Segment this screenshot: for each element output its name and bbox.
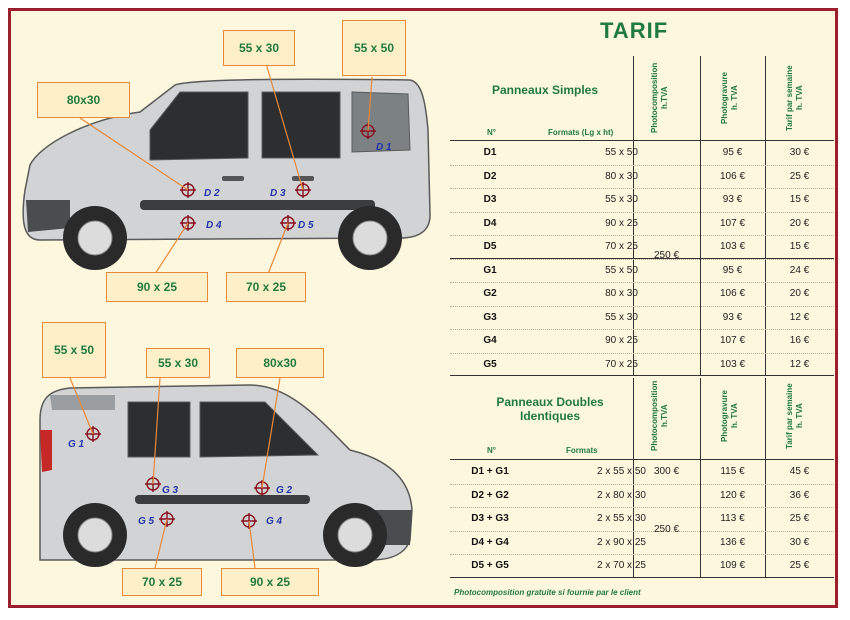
table-row bbox=[450, 484, 834, 507]
table-row bbox=[450, 554, 834, 577]
row-photogravure: 106 € bbox=[719, 170, 746, 182]
row-number: D1 + G1 bbox=[471, 466, 509, 477]
row-tarif: 20 € bbox=[789, 217, 810, 229]
row-number: G3 bbox=[483, 311, 497, 323]
doubles-col-photocomp: Photocomposition h.TVA bbox=[650, 380, 669, 452]
footnote: Photocomposition gratuite si fournie par le client bbox=[454, 588, 641, 597]
row-photogravure: 103 € bbox=[719, 241, 746, 252]
callout-80x30-top: 80x30 bbox=[37, 82, 130, 118]
row-tarif: 16 € bbox=[789, 335, 810, 346]
row-photogravure: 103 € bbox=[719, 358, 746, 370]
table-row bbox=[450, 165, 834, 188]
row-divider bbox=[450, 282, 834, 283]
row-divider bbox=[450, 212, 834, 213]
label-g1: G 1 bbox=[68, 439, 85, 450]
row-format: 80 x 30 bbox=[605, 288, 638, 299]
label-d4: D 4 bbox=[206, 220, 222, 231]
simples-col-photocomp: Photocomposition h.TVA bbox=[650, 62, 669, 134]
row-divider bbox=[450, 353, 834, 354]
callout-90x25-bot: 90 x 25 bbox=[221, 568, 319, 596]
row-format: 70 x 25 bbox=[605, 241, 638, 252]
row-tarif: 15 € bbox=[789, 241, 810, 252]
row-photogravure: 115 € bbox=[720, 466, 745, 477]
row-format: 90 x 25 bbox=[605, 335, 638, 346]
row-divider bbox=[450, 306, 834, 307]
row-tarif: 45 € bbox=[789, 466, 810, 477]
row-number: G1 bbox=[483, 264, 497, 276]
row-format: 55 x 30 bbox=[605, 194, 638, 205]
row-photogravure: 95 € bbox=[722, 264, 743, 276]
callout-70x25-bot: 70 x 25 bbox=[122, 568, 202, 596]
row-format: 70 x 25 bbox=[605, 358, 638, 370]
doubles-photocomp-first: 300 € bbox=[653, 466, 680, 477]
label-g4: G 4 bbox=[266, 516, 283, 527]
label-d5: D 5 bbox=[298, 220, 314, 231]
table-row bbox=[450, 306, 834, 329]
row-photogravure: 93 € bbox=[722, 194, 743, 205]
row-number: D3 + G3 bbox=[471, 513, 509, 524]
row-number: G5 bbox=[483, 358, 497, 370]
row-tarif: 24 € bbox=[789, 264, 810, 276]
doubles-col-num: N° bbox=[487, 446, 496, 455]
label-d2: D 2 bbox=[204, 188, 220, 199]
row-format: 2 x 90 x 25 bbox=[597, 536, 646, 548]
row-number: D2 + G2 bbox=[471, 489, 509, 501]
simples-col-photograv: Photogravure h. TVA bbox=[720, 72, 739, 125]
row-number: D2 bbox=[483, 170, 497, 182]
table-row bbox=[450, 259, 834, 282]
row-divider bbox=[450, 165, 834, 166]
row-divider bbox=[450, 507, 834, 508]
doubles-col-tarif: Tarif par semaine h. TVA bbox=[785, 383, 804, 449]
row-photogravure: 136 € bbox=[719, 536, 746, 548]
label-g3: G 3 bbox=[162, 485, 179, 496]
doubles-col-photograv: Photogravure h. TVA bbox=[720, 390, 739, 443]
doubles-photocomp-rest: 250 € bbox=[653, 524, 680, 535]
row-format: 55 x 50 bbox=[605, 147, 638, 158]
row-number: D1 bbox=[483, 147, 497, 158]
page-title: TARIF bbox=[600, 18, 669, 43]
row-tarif: 25 € bbox=[789, 170, 810, 182]
callout-55x50-bot: 55 x 50 bbox=[42, 322, 106, 378]
row-photogravure: 113 € bbox=[720, 513, 745, 524]
row-photogravure: 107 € bbox=[719, 217, 746, 229]
label-g5: G 5 bbox=[138, 516, 155, 527]
table-row bbox=[450, 282, 834, 305]
row-format: 80 x 30 bbox=[605, 170, 638, 182]
label-d1: D 1 bbox=[376, 142, 392, 153]
label-g2: G 2 bbox=[276, 485, 293, 496]
row-number: D5 + G5 bbox=[471, 560, 509, 571]
doubles-col-format: Formats bbox=[566, 446, 598, 455]
table-row bbox=[450, 353, 834, 376]
row-format: 2 x 80 x 30 bbox=[597, 489, 646, 501]
row-tarif: 25 € bbox=[789, 513, 810, 524]
callout-90x25-top: 90 x 25 bbox=[106, 272, 208, 302]
doubles-bottom-rule bbox=[450, 577, 834, 578]
row-format: 55 x 30 bbox=[605, 311, 638, 323]
callout-55x30-top: 55 x 30 bbox=[223, 30, 295, 66]
callout-70x25-top: 70 x 25 bbox=[226, 272, 306, 302]
row-tarif: 12 € bbox=[789, 311, 810, 323]
row-number: G4 bbox=[483, 335, 497, 346]
row-tarif: 15 € bbox=[789, 194, 810, 205]
simples-section-title: Panneaux Simples bbox=[491, 83, 599, 97]
row-format: 2 x 55 x 30 bbox=[597, 513, 646, 524]
row-format: 2 x 55 x 50 bbox=[597, 466, 646, 477]
row-photogravure: 95 € bbox=[722, 147, 743, 158]
row-tarif: 12 € bbox=[789, 358, 810, 370]
row-photogravure: 106 € bbox=[719, 288, 746, 299]
table-row bbox=[450, 141, 834, 164]
table-row bbox=[450, 329, 834, 352]
row-number: D4 bbox=[483, 217, 497, 229]
row-number: G2 bbox=[483, 288, 497, 299]
row-format: 2 x 70 x 25 bbox=[597, 560, 646, 571]
row-tarif: 25 € bbox=[789, 560, 810, 571]
simples-photocomp-value: 250 € bbox=[653, 250, 680, 261]
row-tarif: 36 € bbox=[789, 489, 810, 501]
table-row bbox=[450, 188, 834, 211]
simples-col-tarif: Tarif par semaine h. TVA bbox=[785, 65, 804, 131]
row-photogravure: 109 € bbox=[719, 560, 746, 571]
callout-80x30-bot: 80x30 bbox=[236, 348, 324, 378]
table-row bbox=[450, 212, 834, 235]
row-tarif: 30 € bbox=[789, 536, 810, 548]
van-left-side bbox=[40, 385, 412, 567]
row-format: 90 x 25 bbox=[605, 217, 638, 229]
row-divider bbox=[450, 188, 834, 189]
row-photogravure: 93 € bbox=[722, 311, 743, 323]
row-divider bbox=[450, 235, 834, 236]
row-tarif: 20 € bbox=[789, 288, 810, 299]
callout-55x30-bot: 55 x 30 bbox=[146, 348, 210, 378]
label-d3: D 3 bbox=[270, 188, 286, 199]
row-divider bbox=[450, 329, 834, 330]
row-photogravure: 120 € bbox=[719, 489, 746, 501]
row-tarif: 30 € bbox=[789, 147, 810, 158]
simples-col-num: N° bbox=[487, 128, 496, 137]
row-divider bbox=[450, 484, 834, 485]
simples-col-format: Formats (Lg x ht) bbox=[548, 128, 614, 137]
row-format: 55 x 50 bbox=[605, 264, 638, 276]
row-divider bbox=[450, 554, 834, 555]
row-number: D3 bbox=[483, 194, 497, 205]
row-photogravure: 107 € bbox=[719, 335, 746, 346]
doubles-section-title: Panneaux Doubles Identiques bbox=[496, 395, 604, 423]
row-number: D5 bbox=[483, 241, 497, 252]
row-number: D4 + G4 bbox=[471, 536, 509, 548]
callout-55x50-top: 55 x 50 bbox=[342, 20, 406, 76]
